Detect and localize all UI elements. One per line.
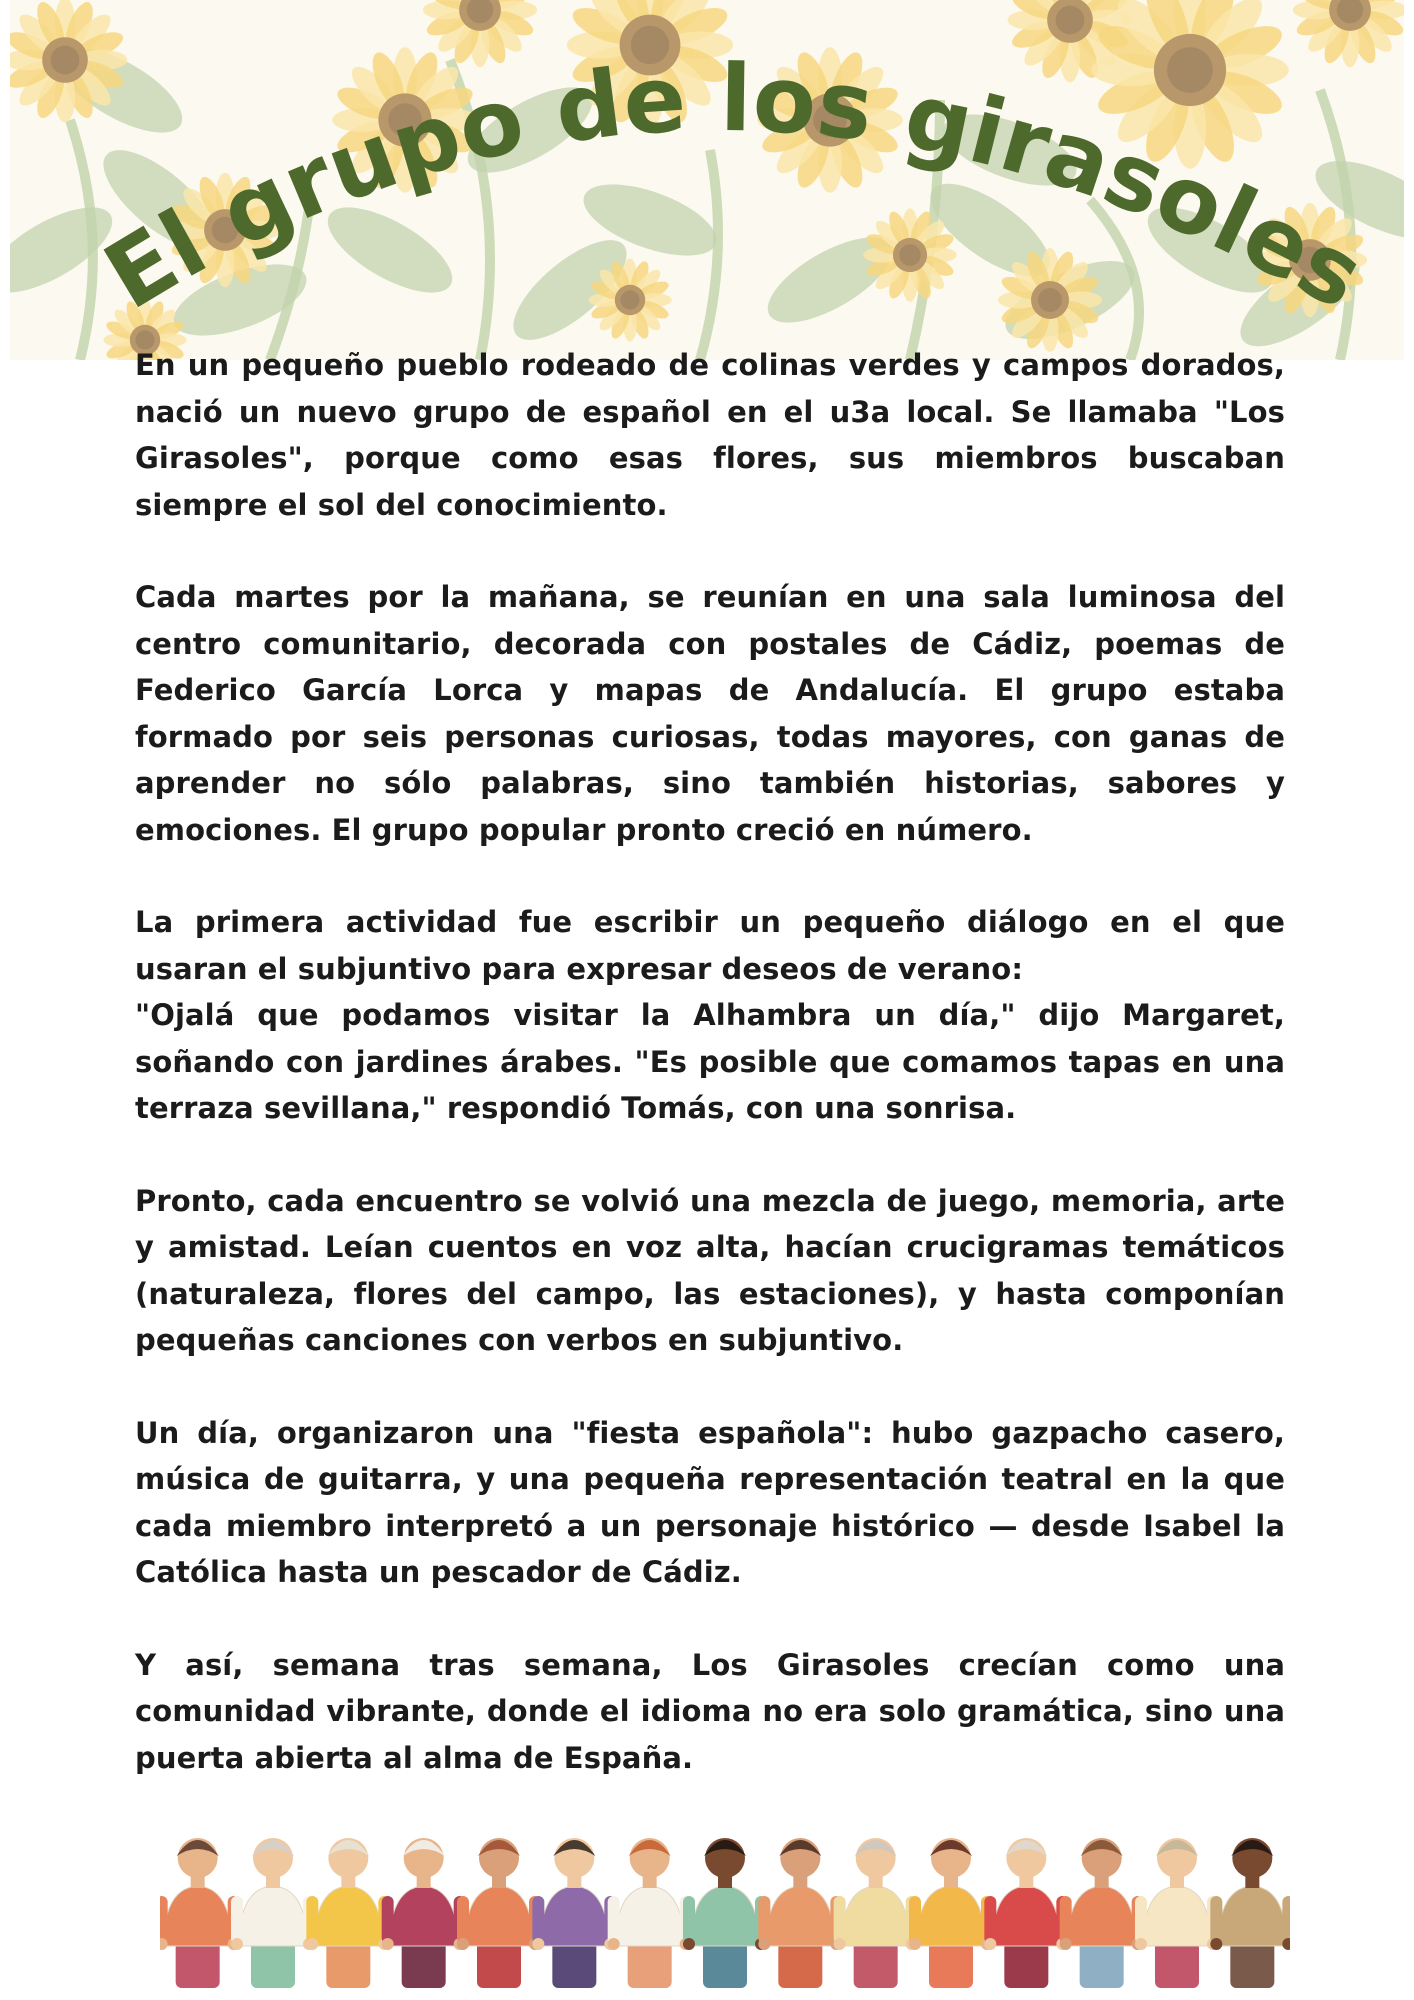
page-title-text xyxy=(87,45,1381,330)
story-body xyxy=(135,342,1285,1827)
paragraph-meetings: Cada martes por la mañana, se reunían en una sala luminosa del centro comunitario, decorada con postales de Cádiz, poemas de Federico García Lorca y mapas de Andalucía. El grupo estaba formado por seis personas curiosas, todas mayores, con ganas de aprender no sólo palabras, sino también historias, sabores y emociones. El grupo popular pronto creció en número. xyxy=(135,580,1285,847)
group-of-people-illustration xyxy=(160,1828,1290,1988)
paragraph-fiesta: Un día, organizaron una "fiesta española": hubo gazpacho casero, música de guitarra, y una pequeña representación teatral en la que cada miembro interpretó a un personaje histórico — desde Isabel la Católica hasta un pescador de Cádiz. xyxy=(135,1415,1285,1589)
paragraph-closing: Y así, semana tras semana, Los Girasoles crecían como una comunidad vibrante, donde el idioma no era solo gramática, sino una puerta abierta al alma de España. xyxy=(135,1647,1285,1775)
person-figure xyxy=(306,1838,390,1988)
person-figure xyxy=(909,1838,993,1988)
person-figure xyxy=(160,1838,240,1988)
person-figure xyxy=(834,1838,918,1988)
person-figure xyxy=(1060,1838,1144,1988)
person-figure xyxy=(231,1838,315,1988)
paragraph-intro: En un pequeño pueblo rodeado de colinas verdes y campos dorados, nació un nuevo grupo de español en el u3a local. Se llamaba "Los Girasoles", porque como esas flores, sus miembros buscaban siempre el sol del conocimiento. xyxy=(135,348,1285,522)
person-figure xyxy=(1135,1838,1219,1988)
paragraph-encounters: Pronto, cada encuentro se volvió una mezcla de juego, memoria, arte y amistad. Leían cuentos en voz alta, hacían crucigramas temáticos (naturaleza, flores del campo, las estaciones), y hasta componían pequeñas canciones con verbos en subjuntivo. xyxy=(135,1183,1285,1357)
person-figure xyxy=(457,1838,541,1988)
person-figure xyxy=(608,1838,692,1988)
person-figure xyxy=(758,1838,842,1988)
person-figure xyxy=(984,1838,1068,1988)
page-title-path: El grupo de los girasoles xyxy=(87,44,1381,331)
paragraph-line: La primera actividad fue escribir un pequeño diálogo en el que usaran el subjuntivo para expresar deseos de verano: xyxy=(135,905,1285,986)
page-title xyxy=(0,0,1414,360)
person-figure xyxy=(1210,1838,1290,1988)
paragraph-line: "Ojalá que podamos visitar la Alhambra un día," dijo Margaret, soñando con jardines árabes. "Es posible que comamos tapas en una terraza sevillana," respondió Tomás, con una sonrisa. xyxy=(135,998,1285,1125)
person-figure xyxy=(382,1838,466,1988)
person-figure xyxy=(532,1838,616,1988)
person-figure xyxy=(683,1838,767,1988)
paragraph-first-activity xyxy=(135,899,1285,1132)
